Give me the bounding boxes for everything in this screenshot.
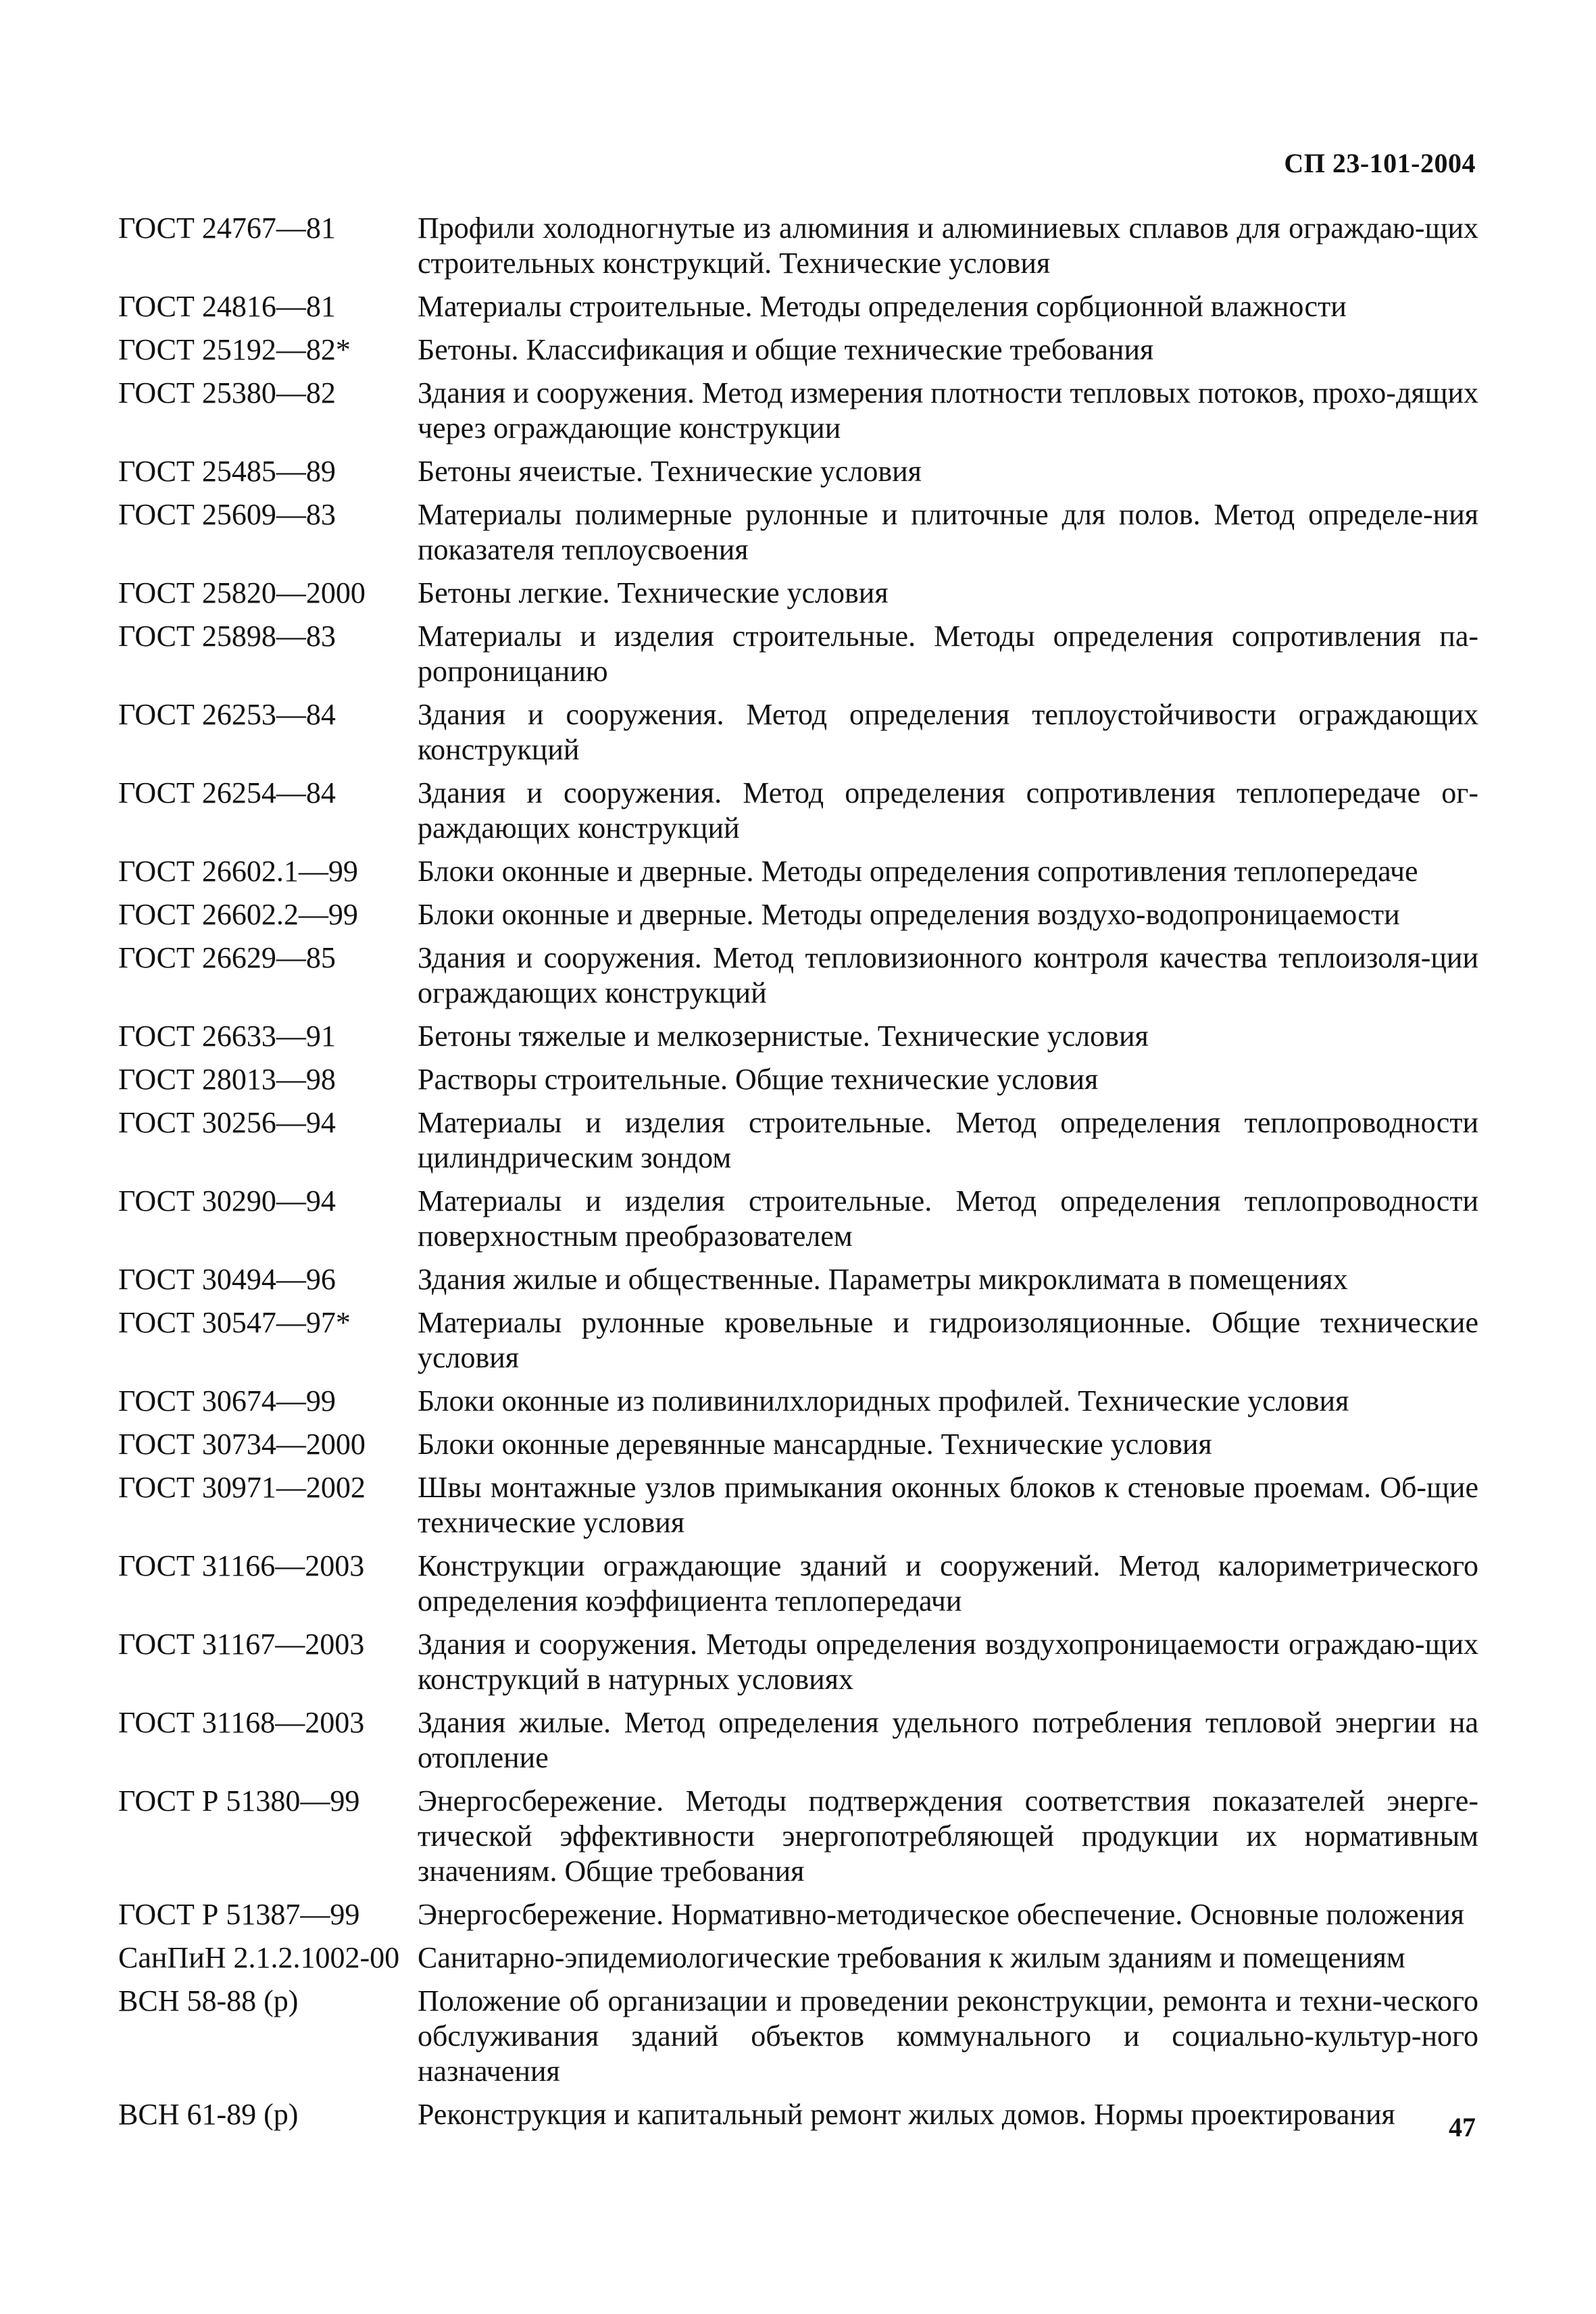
reference-row [118, 1105, 1478, 1176]
normative-references-list [118, 211, 1478, 2140]
reference-code: ГОСТ 30256—94 [118, 1106, 336, 1139]
reference-title: Бетоны тяжелые и мелкозернистые. Технические условия [418, 1020, 1149, 1053]
reference-code: ГОСТ 25898—83 [118, 620, 336, 653]
reference-row [118, 1019, 1478, 1054]
reference-code: ГОСТ 30971—2002 [118, 1471, 366, 1504]
reference-code: ГОСТ Р 51380—99 [118, 1784, 360, 1817]
reference-row [118, 1062, 1478, 1097]
reference-row [118, 697, 1478, 768]
reference-row [118, 1262, 1478, 1297]
reference-code: ВСН 58-88 (р) [118, 1984, 299, 2017]
reference-title: Бетоны легкие. Технические условия [418, 576, 889, 609]
reference-title: Материалы полимерные рулонные и плиточные для полов. Метод определе-ния показателя теплоусвоения [418, 498, 1478, 566]
document-code-header: СП 23-101-2004 [1284, 148, 1476, 178]
reference-row [118, 332, 1478, 368]
reference-row [118, 1940, 1478, 1976]
reference-row [118, 1384, 1478, 1419]
reference-title: Конструкции ограждающие зданий и сооружений. Метод калориметрического определения коэффициента теплопередачи [418, 1549, 1478, 1617]
reference-code: ГОСТ 24816—81 [118, 290, 336, 323]
reference-title: Материалы и изделия строительные. Методы определения сопротивления па-ропроницанию [418, 620, 1478, 688]
reference-row [118, 576, 1478, 611]
reference-title: Блоки оконные и дверные. Методы определения воздухо-водопроницаемости [418, 898, 1400, 931]
reference-row [118, 1984, 1478, 2089]
reference-code: ГОСТ 30290—94 [118, 1184, 336, 1217]
reference-code: ГОСТ 31168—2003 [118, 1706, 365, 1739]
reference-row [118, 1305, 1478, 1376]
reference-code: ГОСТ 26253—84 [118, 698, 336, 731]
reference-row [118, 289, 1478, 324]
reference-code: ГОСТ 25192—82* [118, 333, 351, 366]
reference-title: Бетоны. Классификация и общие технические требования [418, 333, 1154, 366]
reference-title: Здания и сооружения. Методы определения воздухопроницаемости ограждаю-щих конструкций в натурных условиях [418, 1628, 1478, 1696]
reference-code: ГОСТ 26629—85 [118, 941, 336, 974]
reference-code: ГОСТ 30674—99 [118, 1384, 336, 1417]
reference-code: ГОСТ 25380—82 [118, 376, 336, 409]
reference-title: Растворы строительные. Общие технические условия [418, 1063, 1099, 1096]
page-number: 47 [1449, 2112, 1476, 2142]
reference-title: Здания и сооружения. Метод тепловизионного контроля качества теплоизоля-ции ограждающих конструкций [418, 941, 1478, 1009]
reference-code: ГОСТ 30494—96 [118, 1263, 336, 1296]
reference-code: СанПиН 2.1.2.1002-00 [118, 1941, 400, 1974]
reference-title: Здания и сооружения. Метод измерения плотности тепловых потоков, прохо-дящих через ограждающие конструкции [418, 376, 1478, 445]
reference-code: ГОСТ 26633—91 [118, 1020, 336, 1053]
reference-title: Здания жилые. Метод определения удельного потребления тепловой энергии на отопление [418, 1706, 1478, 1774]
reference-row [118, 211, 1478, 281]
reference-code: ГОСТ 31167—2003 [118, 1628, 365, 1661]
reference-code: ГОСТ 26602.1—99 [118, 855, 358, 888]
reference-code: ВСН 61-89 (р) [118, 2098, 299, 2131]
reference-code: ГОСТ 26254—84 [118, 776, 336, 809]
reference-code: ГОСТ 24767—81 [118, 211, 336, 245]
reference-row [118, 1470, 1478, 1540]
reference-title: Блоки оконные из поливинилхлоридных профилей. Технические условия [418, 1384, 1349, 1417]
reference-code: ГОСТ 25820—2000 [118, 576, 366, 609]
reference-row [118, 940, 1478, 1011]
reference-row [118, 776, 1478, 846]
reference-row [118, 1897, 1478, 1932]
reference-row [118, 619, 1478, 689]
reference-title: Реконструкция и капитальный ремонт жилых домов. Нормы проектирования [418, 2098, 1395, 2131]
reference-title: Энергосбережение. Нормативно-методическое обеспечение. Основные положения [418, 1898, 1465, 1931]
reference-row [118, 1627, 1478, 1697]
reference-row [118, 1784, 1478, 1889]
reference-code: ГОСТ 26602.2—99 [118, 898, 358, 931]
reference-code: ГОСТ Р 51387—99 [118, 1898, 360, 1931]
reference-title: Швы монтажные узлов примыкания оконных блоков к стеновые проемам. Об-щие технические условия [418, 1471, 1478, 1539]
reference-code: ГОСТ 28013—98 [118, 1063, 336, 1096]
reference-row [118, 1705, 1478, 1776]
reference-title: Бетоны ячеистые. Технические условия [418, 455, 922, 488]
reference-row [118, 897, 1478, 932]
reference-code: ГОСТ 25485—89 [118, 455, 336, 488]
reference-title: Санитарно-эпидемиологические требования к жилым зданиям и помещениям [418, 1941, 1405, 1974]
reference-code: ГОСТ 30734—2000 [118, 1428, 366, 1461]
reference-title: Положение об организации и проведении реконструкции, ремонта и техни-ческого обслуживания зданий объектов коммунального и социально-культур-ного назначения [418, 1984, 1478, 2088]
reference-title: Здания и сооружения. Метод определения теплоустойчивости ограждающих конструкций [418, 698, 1478, 766]
reference-title: Блоки оконные деревянные мансардные. Технические условия [418, 1428, 1212, 1461]
reference-row [118, 1549, 1478, 1619]
reference-title: Здания и сооружения. Метод определения сопротивления теплопередаче ог-раждающих конструкций [418, 776, 1478, 845]
reference-code: ГОСТ 30547—97* [118, 1306, 351, 1339]
reference-title: Материалы строительные. Методы определения сорбционной влажности [418, 290, 1347, 323]
reference-code: ГОСТ 31166—2003 [118, 1549, 365, 1582]
reference-row [118, 376, 1478, 446]
reference-row [118, 2097, 1478, 2132]
reference-row [118, 454, 1478, 489]
reference-title: Материалы рулонные кровельные и гидроизоляционные. Общие технические условия [418, 1306, 1478, 1374]
reference-row [118, 854, 1478, 889]
reference-row [118, 497, 1478, 568]
reference-code: ГОСТ 25609—83 [118, 498, 336, 531]
reference-row [118, 1184, 1478, 1254]
reference-title: Материалы и изделия строительные. Метод определения теплопроводности поверхностным преобразователем [418, 1184, 1478, 1253]
reference-title: Энергосбережение. Методы подтверждения соответствия показателей энерге-тической эффективности энергопотребляющей продукции их нормативным значениям. Общие требования [418, 1784, 1478, 1888]
reference-title: Блоки оконные и дверные. Методы определения сопротивления теплопередаче [418, 855, 1418, 888]
reference-title: Здания жилые и общественные. Параметры микроклимата в помещениях [418, 1263, 1348, 1296]
reference-title: Профили холодногнутые из алюминия и алюминиевых сплавов для ограждаю-щих строительных конструкций. Технические условия [418, 211, 1478, 280]
reference-title: Материалы и изделия строительные. Метод определения теплопроводности цилиндрическим зондом [418, 1106, 1478, 1174]
reference-row [118, 1427, 1478, 1462]
